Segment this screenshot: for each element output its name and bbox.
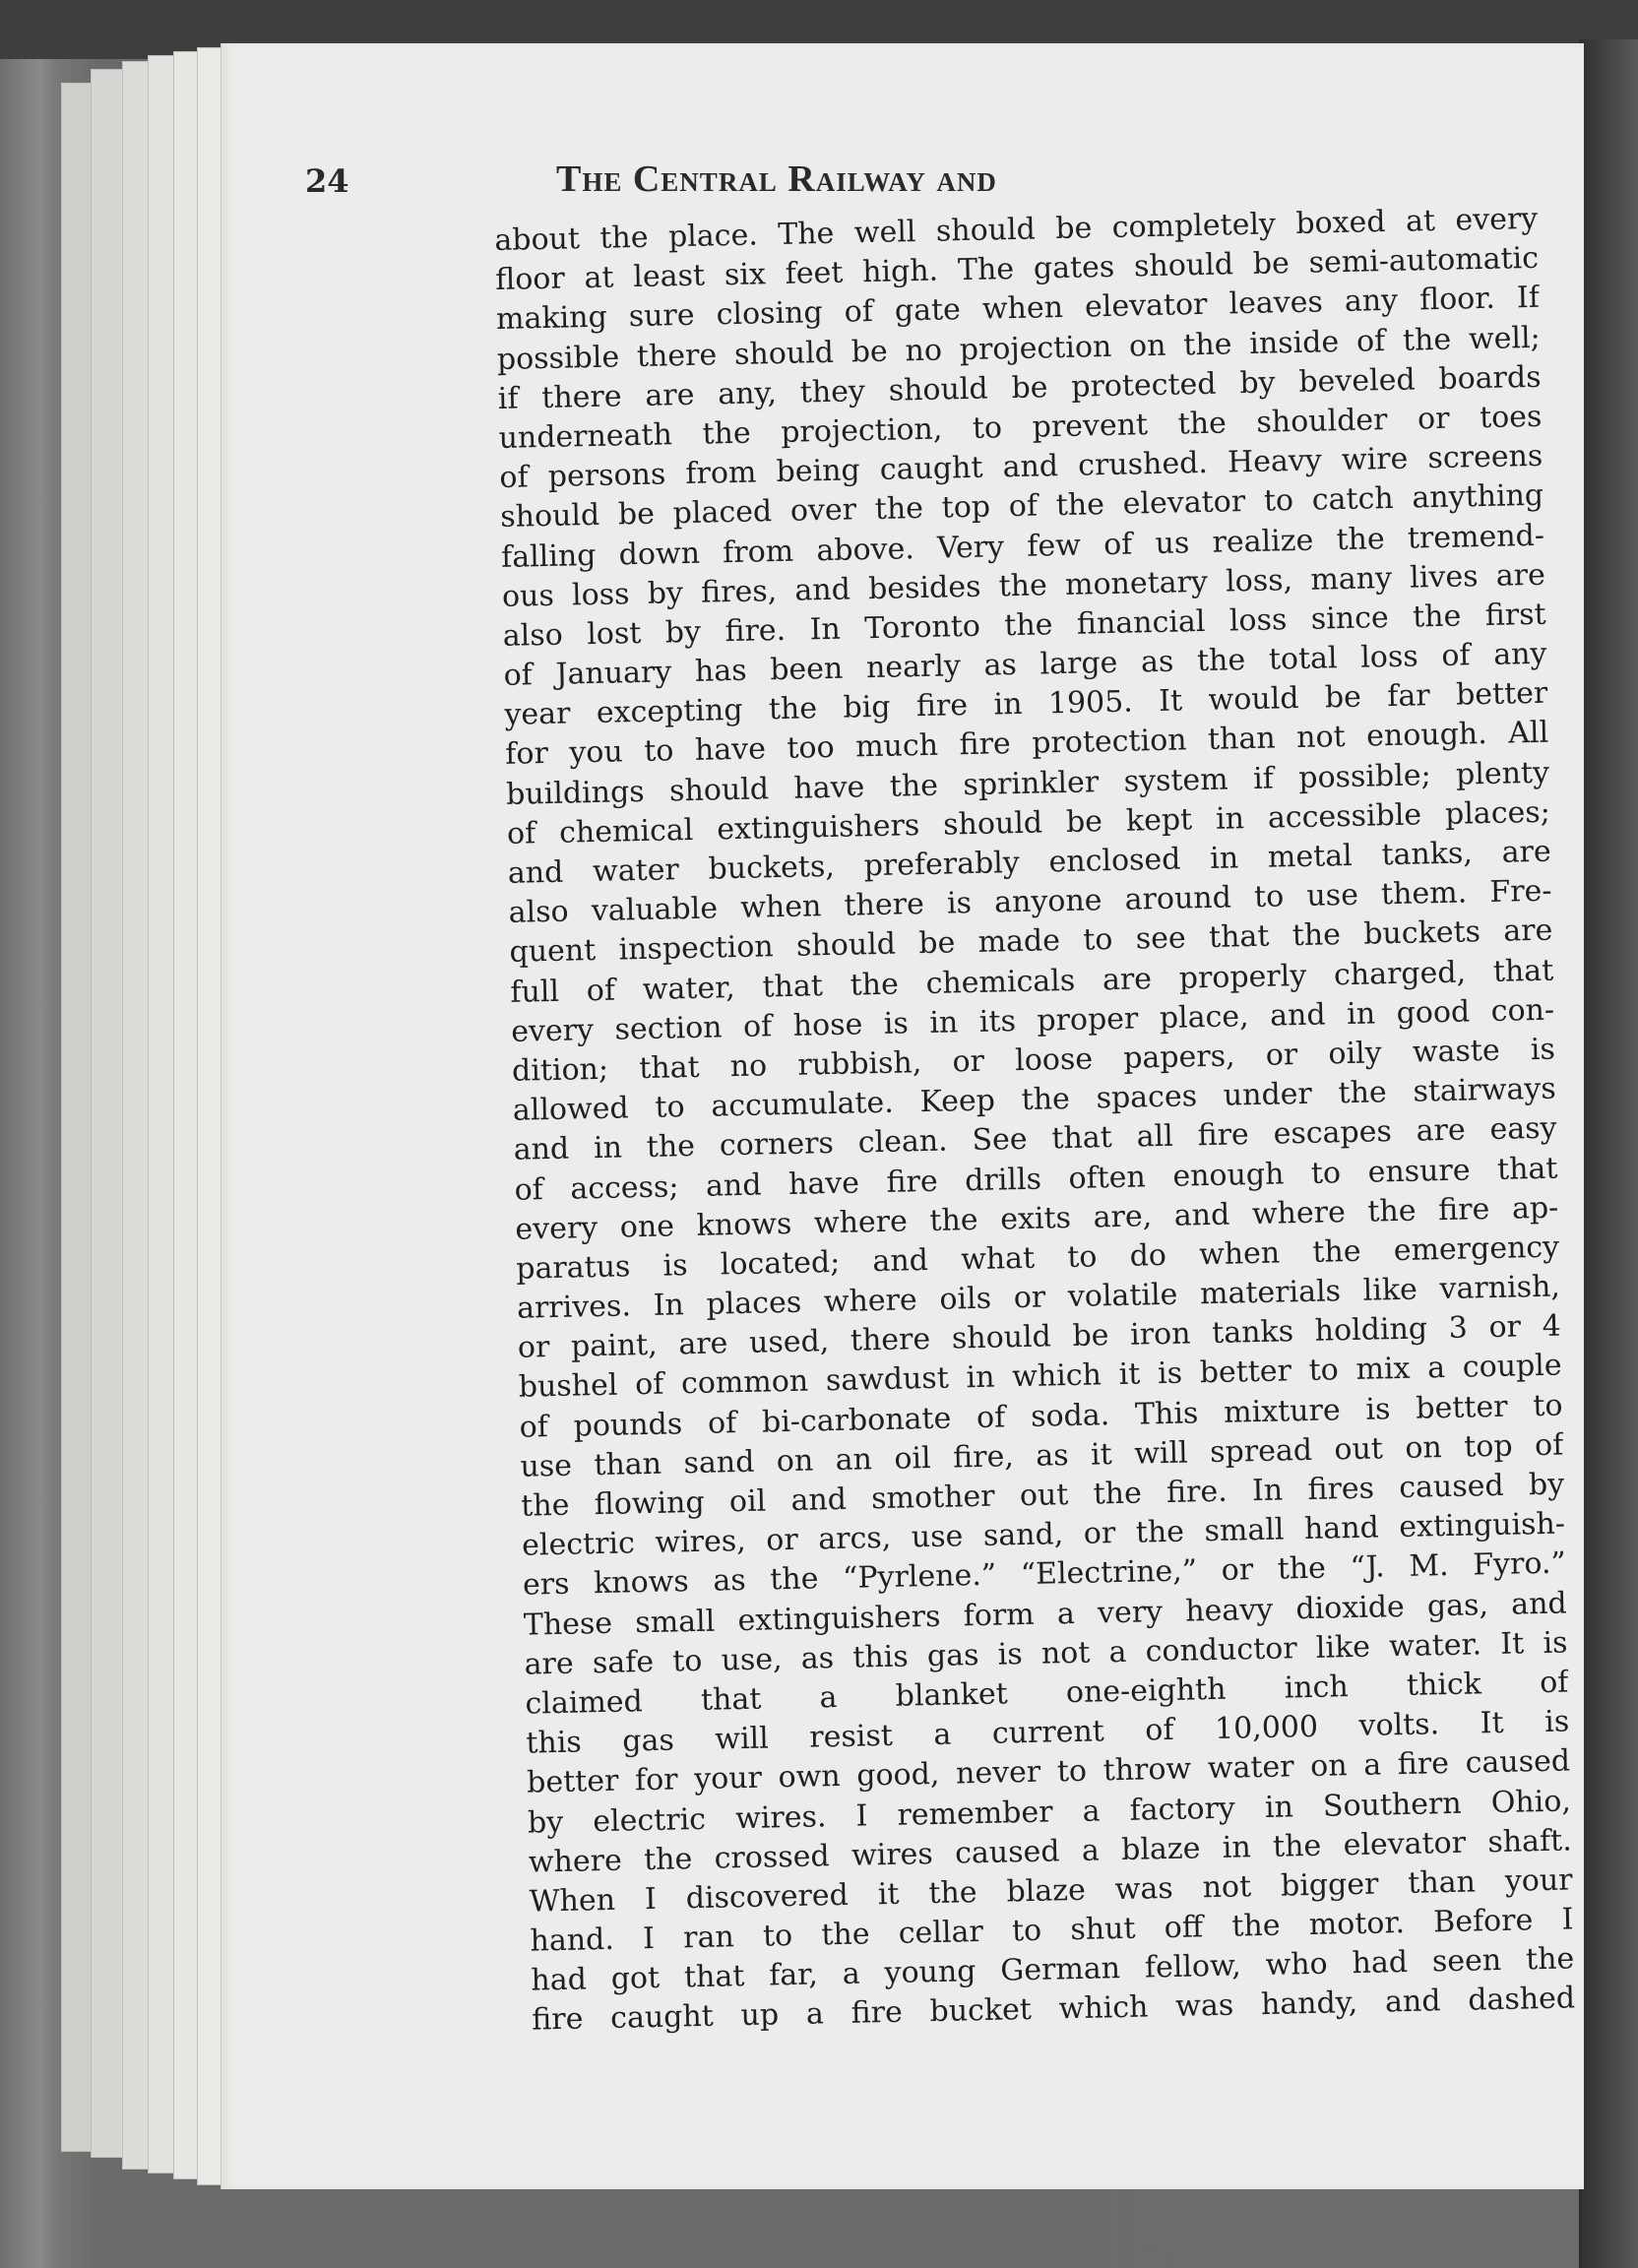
- text-line: by electric wires. I remember a factory in Southern Ohio,: [527, 1783, 1572, 1841]
- text-line: also valuable when there is anyone around to use them. Fre-: [508, 873, 1552, 931]
- text-line: bushel of common sawdust in which it is better to mix a couple: [518, 1348, 1562, 1406]
- text-line: and water buckets, preferably enclosed in metal tanks, are: [507, 834, 1552, 891]
- text-line: this gas will resist a current of 10,000 volts. It is: [526, 1704, 1570, 1761]
- text-line: better for your own good, never to throw water on a fire caused: [526, 1743, 1571, 1800]
- text-line: allowed to accumulate. Keep the spaces under the stairways: [512, 1071, 1557, 1128]
- text-line: paratus is located; and what to do when the emergency: [515, 1229, 1560, 1287]
- text-line: every one knows where the exits are, and where the fire ap-: [515, 1190, 1559, 1247]
- text-line: These small extinguishers form a very heavy dioxide gas, and: [523, 1586, 1567, 1643]
- text-line: of pounds of bi-carbonate of soda. This mixture is better to: [519, 1388, 1563, 1445]
- text-line: are safe to use, as this gas is not a conductor like water. It is: [524, 1625, 1568, 1682]
- text-line: underneath the projection, to prevent the shoulder or toes: [498, 399, 1543, 456]
- book-gutter: [1579, 39, 1638, 2268]
- text-line: the flowing oil and smother out the fire. In fires caused by: [520, 1467, 1565, 1524]
- text-line: of January has been nearly as large as the total loss of any: [503, 636, 1547, 693]
- text-line: hand. I ran to the cellar to shut off the motor. Before I: [530, 1902, 1574, 1959]
- text-line: claimed that a blanket one-eighth inch thick of: [525, 1665, 1569, 1722]
- text-line: about the place. The well should be completely boxed at every: [494, 201, 1539, 258]
- text-line: had got that far, a young German fellow, who had seen the: [531, 1941, 1575, 1998]
- text-line: also lost by fire. In Toronto the financial loss since the first: [502, 597, 1546, 654]
- text-line: quent inspection should be made to see that the buckets are: [509, 914, 1553, 971]
- body-text: [494, 200, 1575, 2041]
- text-line: floor at least six feet high. The gates should be semi-automatic: [494, 240, 1540, 298]
- text-line: dition; that no rubbish, or loose papers, or oily waste is: [511, 1032, 1556, 1089]
- text-line: use than sand on an oil fire, as it will spread out on top of: [520, 1427, 1564, 1484]
- text-line: where the crossed wires caused a blaze in the elevator shaft.: [528, 1823, 1573, 1880]
- text-line: or paint, are used, there should be iron tanks holding 3 or 4: [517, 1308, 1562, 1365]
- text-line: making sure closing of gate when elevator leaves any floor. If: [495, 281, 1541, 338]
- text-line: fire caught up a fire bucket which was handy, and dashed: [531, 1981, 1576, 2039]
- text-line: of persons from being caught and crushed. Heavy wire screens: [499, 438, 1544, 496]
- text-line: full of water, that the chemicals are properly charged, that: [510, 953, 1554, 1010]
- text-line: possible there should be no projection on the inside of the well;: [496, 320, 1542, 377]
- text-line: ers knows as the “Pyrlene.” “Electrine,” or the “J. M. Fyro.”: [522, 1545, 1567, 1604]
- text-line: ous loss by fires, and besides the monetary loss, many lives are: [501, 557, 1546, 614]
- text-line: of chemical extinguishers should be kept in accessible places;: [506, 794, 1551, 851]
- text-line: year excepting the big fire in 1905. It would be far better: [504, 675, 1548, 733]
- running-head: The Central Railway and: [556, 158, 997, 200]
- text-line: When I discovered it the blaze was not bigger than your: [529, 1862, 1573, 1920]
- text-line: electric wires, or arcs, use sand, or the small hand extinguish-: [521, 1506, 1566, 1563]
- text-line: buildings should have the sprinkler system if possible; plenty: [505, 755, 1550, 812]
- text-line: arrives. In places where oils or volatile materials like varnish,: [516, 1269, 1561, 1326]
- text-line: should be placed over the top of the elevator to catch anything: [499, 478, 1544, 536]
- text-line: for you to have too much fire protection than not enough. All: [504, 716, 1549, 773]
- text-line: every section of hose is in its proper place, and in good con-: [510, 992, 1555, 1049]
- text-line: falling down from above. Very few of us realize the tremend-: [500, 518, 1545, 575]
- text-line: and in the corners clean. See that all fire escapes are easy: [513, 1110, 1557, 1168]
- page-number: 24: [305, 162, 349, 200]
- text-line: if there are any, they should be protected by beveled boards: [497, 359, 1542, 416]
- text-line: of access; and have fire drills often enough to ensure that: [514, 1151, 1558, 1208]
